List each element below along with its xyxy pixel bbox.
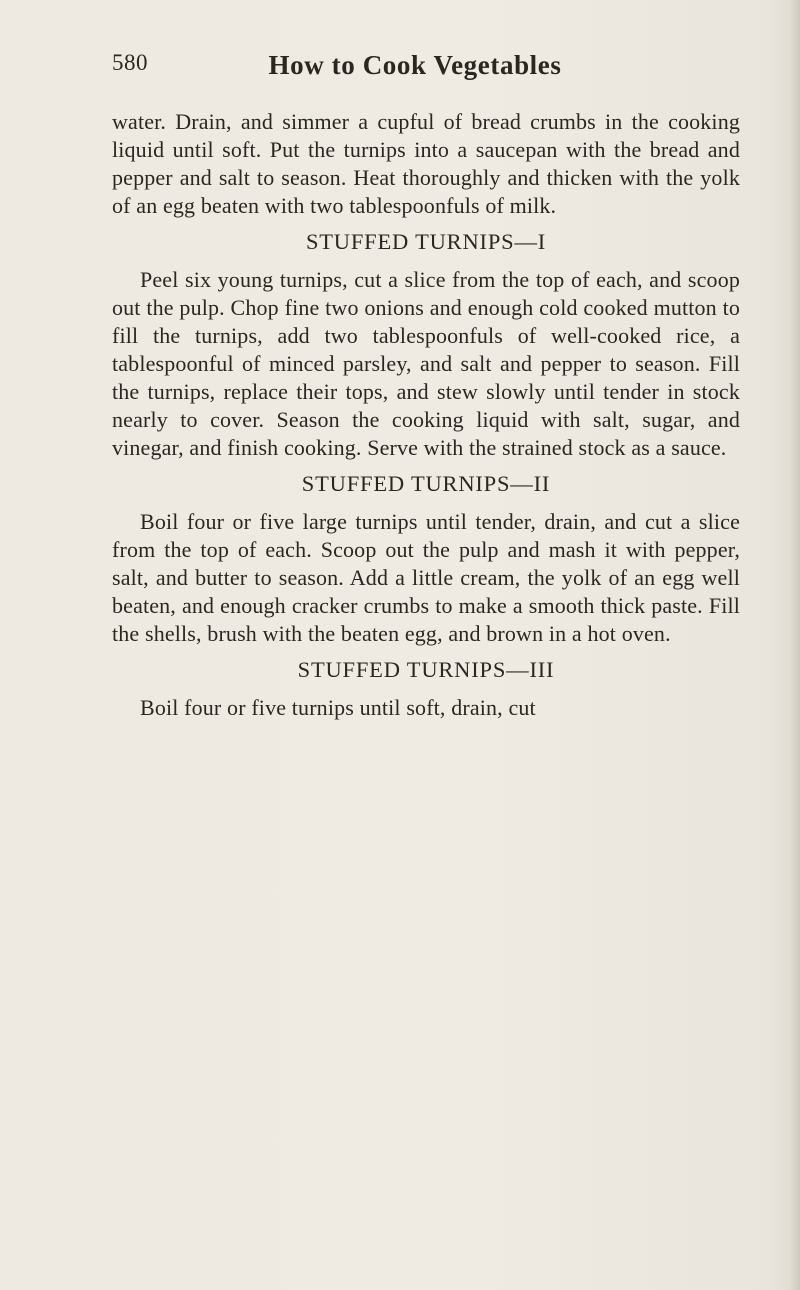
section-body-stuffed-turnips-2: Boil four or five large turnips until tender, drain, and cut a slice from the top of each. Scoop out the pulp and mash it with pepper, salt, and butter to season. Add a little cream, the yolk of an egg well beaten, and enough cracker crumbs to make a smooth thick paste. Fill the shells, brush with the beaten egg, and brown in a hot oven.: [112, 509, 740, 646]
section-title-stuffed-turnips-3: STUFFED TURNIPS—III: [297, 657, 555, 682]
intro-paragraph: water. Drain, and simmer a cupful of bread crumbs in the cooking liquid until soft. Put the turnips into a saucepan with the bread and pepper and salt to season. Heat thoroughly and thicken with the yolk of an egg beaten with two tablespoonfuls of milk.: [112, 109, 740, 218]
page-edge-shadow: [790, 0, 800, 1290]
page-header: [112, 50, 752, 90]
section-title-stuffed-turnips-2: STUFFED TURNIPS—II: [301, 471, 551, 496]
section-body-stuffed-turnips-1: Peel six young turnips, cut a slice from the top of each, and scoop out the pulp. Chop fine two onions and enough cold cooked mutton to fill the turnips, add two tablespoonfuls of well-cooked rice, a tablespoonful of minced parsley, and salt and pepper to season. Fill the turnips, replace their tops, and stew slowly until tender in stock nearly to cover. Season the cooking liquid with salt, sugar, and vinegar, and finish cooking. Serve with the strained stock as a sauce.: [112, 267, 740, 460]
running-title: How to Cook Vegetables: [268, 50, 562, 80]
section-title-stuffed-turnips-1: STUFFED TURNIPS—I: [305, 229, 547, 254]
page-content: [112, 108, 740, 722]
page-number: 580: [112, 50, 148, 75]
section-body-stuffed-turnips-3: Boil four or five turnips until soft, drain, cut: [140, 695, 536, 720]
